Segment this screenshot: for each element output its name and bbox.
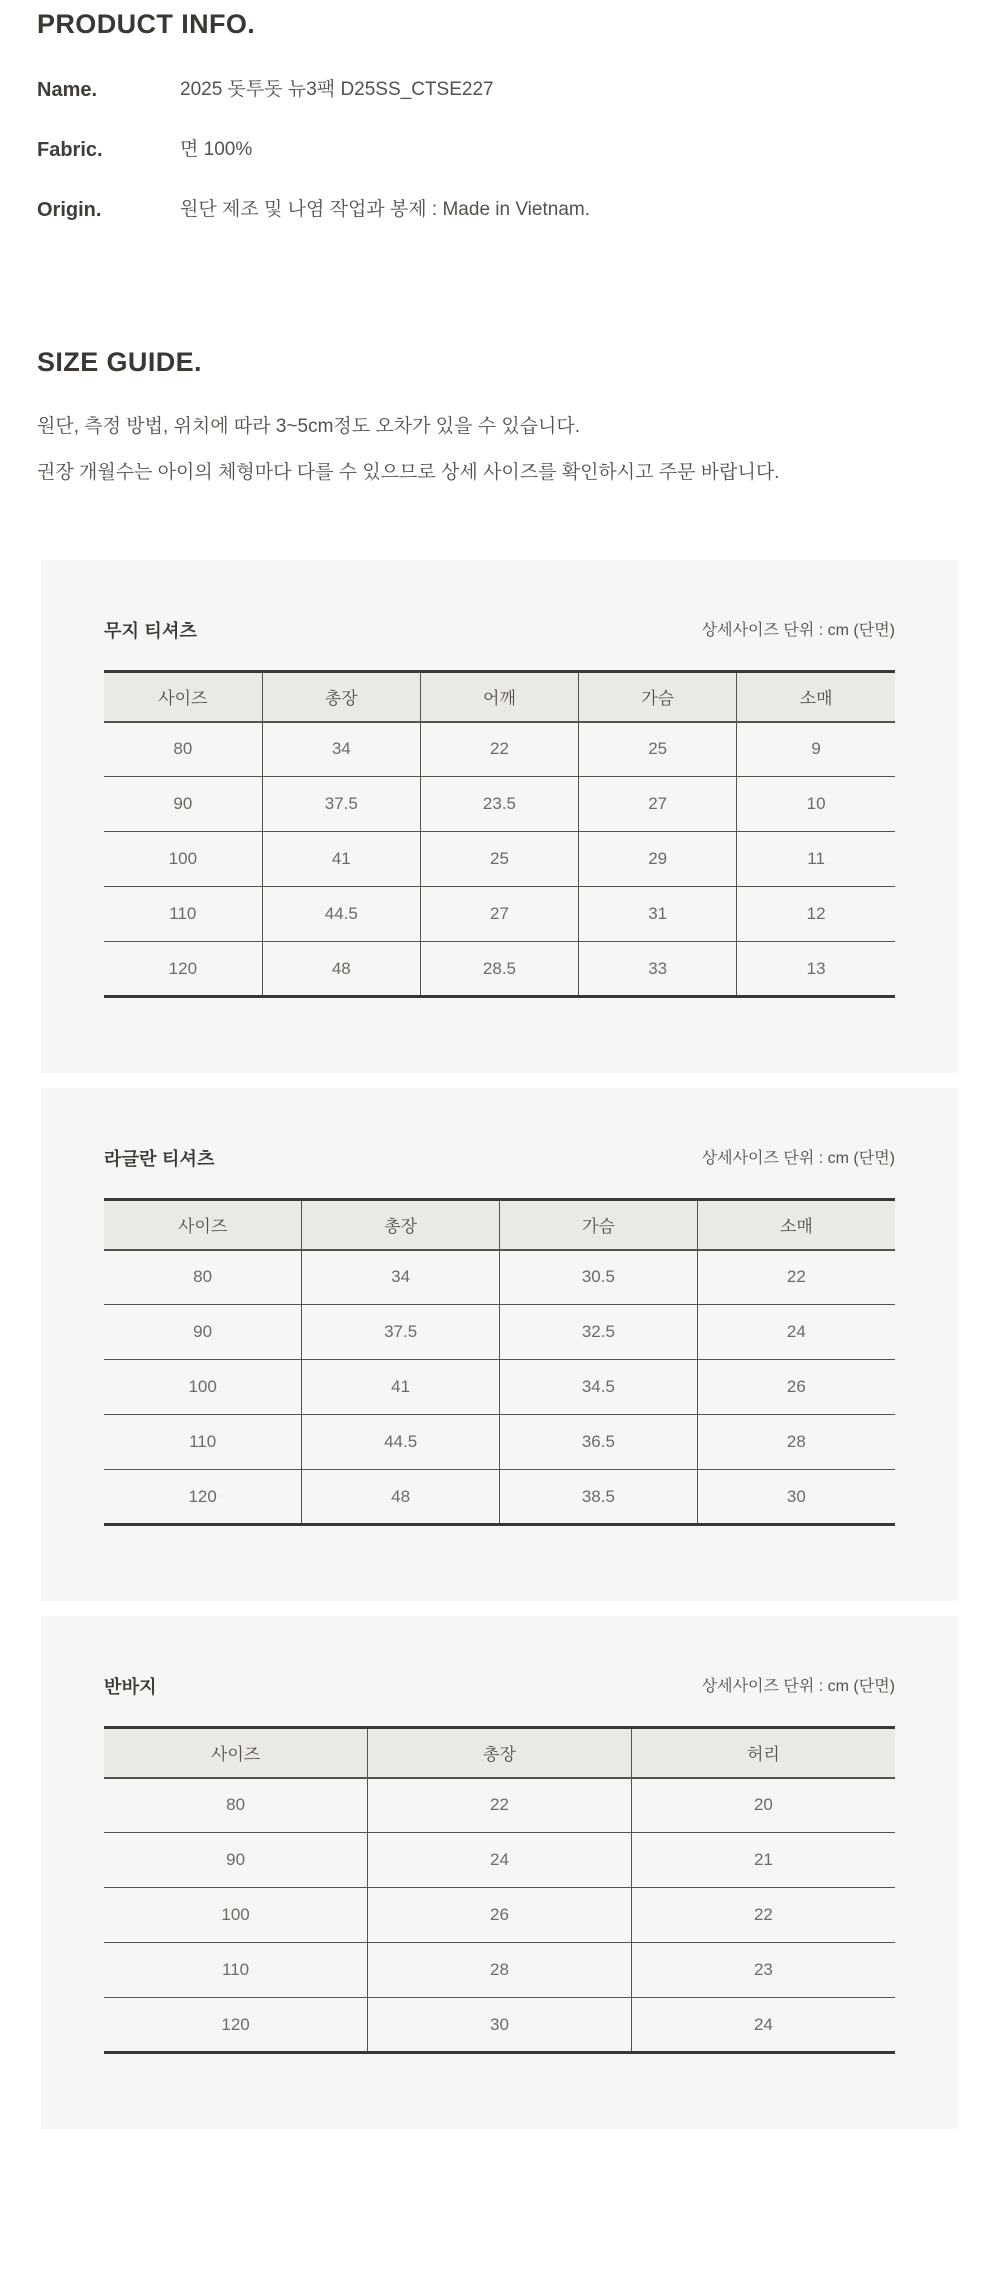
size-card-plain-tshirt bbox=[41, 560, 958, 1073]
card-header bbox=[104, 618, 895, 644]
card-header bbox=[104, 1674, 895, 1700]
info-label-fabric: Fabric. bbox=[37, 139, 103, 161]
info-row-origin bbox=[37, 198, 1000, 222]
size-table-plain-tshirt bbox=[104, 670, 895, 998]
size-cell: 48 bbox=[262, 942, 420, 997]
size-cell: 41 bbox=[302, 1360, 500, 1415]
table-row bbox=[104, 777, 895, 832]
size-cell: 48 bbox=[302, 1470, 500, 1525]
size-cell: 37.5 bbox=[262, 777, 420, 832]
column-header: 가슴 bbox=[579, 672, 737, 722]
table-row bbox=[104, 942, 895, 997]
table-row bbox=[104, 1250, 895, 1305]
size-cell: 120 bbox=[104, 1470, 302, 1525]
size-cell: 32.5 bbox=[500, 1305, 698, 1360]
size-cell: 12 bbox=[737, 887, 895, 942]
table-name-shorts: 반바지 bbox=[104, 1677, 157, 1697]
size-cell: 80 bbox=[104, 722, 262, 777]
size-cell: 24 bbox=[631, 1998, 895, 2053]
size-cell: 90 bbox=[104, 777, 262, 832]
size-cell: 100 bbox=[104, 1360, 302, 1415]
size-cell: 34 bbox=[262, 722, 420, 777]
size-card-raglan-tshirt bbox=[41, 1088, 958, 1601]
size-cell: 27 bbox=[420, 887, 578, 942]
size-cell: 90 bbox=[104, 1305, 302, 1360]
size-cell: 110 bbox=[104, 1943, 368, 1998]
size-cell: 34 bbox=[302, 1250, 500, 1305]
size-cell: 100 bbox=[104, 832, 262, 887]
header-row bbox=[104, 672, 895, 722]
column-header: 사이즈 bbox=[104, 1200, 302, 1250]
column-header: 가슴 bbox=[500, 1200, 698, 1250]
product-info-title: PRODUCT INFO. bbox=[37, 9, 256, 39]
size-guide-notes bbox=[37, 414, 1000, 486]
size-cell: 24 bbox=[697, 1305, 895, 1360]
table-row bbox=[104, 1888, 895, 1943]
size-cell: 25 bbox=[579, 722, 737, 777]
size-cell: 36.5 bbox=[500, 1415, 698, 1470]
table-row bbox=[104, 887, 895, 942]
size-cell: 9 bbox=[737, 722, 895, 777]
size-cell: 90 bbox=[104, 1833, 368, 1888]
size-cell: 80 bbox=[104, 1250, 302, 1305]
table-name-raglan-tshirt: 라글란 티셔츠 bbox=[104, 1149, 215, 1169]
size-cell: 10 bbox=[737, 777, 895, 832]
size-cell: 26 bbox=[368, 1888, 632, 1943]
table-row bbox=[104, 1778, 895, 1833]
product-info-list bbox=[37, 78, 1000, 222]
column-header: 총장 bbox=[368, 1728, 632, 1778]
size-cell: 28.5 bbox=[420, 942, 578, 997]
size-cell: 22 bbox=[368, 1778, 632, 1833]
table-name-plain-tshirt: 무지 티셔츠 bbox=[104, 621, 198, 641]
card-header bbox=[104, 1146, 895, 1172]
column-header: 허리 bbox=[631, 1728, 895, 1778]
column-header: 사이즈 bbox=[104, 1728, 368, 1778]
info-value-fabric: 면 100% bbox=[180, 139, 253, 160]
size-cell: 30 bbox=[368, 1998, 632, 2053]
size-cell: 110 bbox=[104, 1415, 302, 1470]
table-row bbox=[104, 1998, 895, 2053]
size-cell: 80 bbox=[104, 1778, 368, 1833]
size-cell: 100 bbox=[104, 1888, 368, 1943]
size-cell: 28 bbox=[697, 1415, 895, 1470]
size-cell: 22 bbox=[697, 1250, 895, 1305]
info-label-origin: Origin. bbox=[37, 199, 102, 221]
size-cell: 120 bbox=[104, 942, 262, 997]
table-row bbox=[104, 832, 895, 887]
size-cell: 33 bbox=[579, 942, 737, 997]
column-header: 사이즈 bbox=[104, 672, 262, 722]
size-cell: 30.5 bbox=[500, 1250, 698, 1305]
size-cell: 27 bbox=[579, 777, 737, 832]
unit-label: 상세사이즈 단위 : cm (단면) bbox=[701, 1150, 895, 1167]
size-card-shorts bbox=[41, 1616, 958, 2129]
size-cell: 28 bbox=[368, 1943, 632, 1998]
size-cell: 44.5 bbox=[302, 1415, 500, 1470]
size-table-sections bbox=[0, 560, 1000, 2129]
table-row bbox=[104, 1305, 895, 1360]
header-row bbox=[104, 1200, 895, 1250]
info-value-origin: 원단 제조 및 나염 작업과 봉제 : Made in Vietnam. bbox=[180, 199, 590, 220]
size-cell: 37.5 bbox=[302, 1305, 500, 1360]
column-header: 총장 bbox=[262, 672, 420, 722]
size-cell: 120 bbox=[104, 1998, 368, 2053]
size-cell: 110 bbox=[104, 887, 262, 942]
size-cell: 24 bbox=[368, 1833, 632, 1888]
column-header: 총장 bbox=[302, 1200, 500, 1250]
table-row bbox=[104, 1943, 895, 1998]
size-guide-title: SIZE GUIDE. bbox=[37, 347, 202, 377]
size-cell: 23.5 bbox=[420, 777, 578, 832]
info-row-name bbox=[37, 78, 1000, 102]
info-row-fabric bbox=[37, 138, 1000, 162]
size-cell: 20 bbox=[631, 1778, 895, 1833]
size-table-raglan-tshirt bbox=[104, 1198, 895, 1526]
size-table-shorts bbox=[104, 1726, 895, 2054]
table-row bbox=[104, 1833, 895, 1888]
size-cell: 25 bbox=[420, 832, 578, 887]
size-guide-note-recommendation: 권장 개월수는 아이의 체형마다 다를 수 있으므로 상세 사이즈를 확인하시고 주문 바랍니다. bbox=[37, 462, 780, 483]
header-row bbox=[104, 1728, 895, 1778]
size-cell: 21 bbox=[631, 1833, 895, 1888]
size-cell: 23 bbox=[631, 1943, 895, 1998]
column-header: 소매 bbox=[737, 672, 895, 722]
size-cell: 41 bbox=[262, 832, 420, 887]
unit-label: 상세사이즈 단위 : cm (단면) bbox=[701, 622, 895, 639]
size-cell: 29 bbox=[579, 832, 737, 887]
table-row bbox=[104, 722, 895, 777]
size-cell: 31 bbox=[579, 887, 737, 942]
size-cell: 22 bbox=[420, 722, 578, 777]
unit-label: 상세사이즈 단위 : cm (단면) bbox=[701, 1678, 895, 1695]
size-cell: 13 bbox=[737, 942, 895, 997]
size-cell: 26 bbox=[697, 1360, 895, 1415]
table-row bbox=[104, 1470, 895, 1525]
size-cell: 11 bbox=[737, 832, 895, 887]
info-label-name: Name. bbox=[37, 79, 98, 101]
table-row bbox=[104, 1360, 895, 1415]
column-header: 어깨 bbox=[420, 672, 578, 722]
column-header: 소매 bbox=[697, 1200, 895, 1250]
size-guide-note-tolerance: 원단, 측정 방법, 위치에 따라 3~5cm정도 오차가 있을 수 있습니다. bbox=[37, 416, 581, 437]
size-cell: 34.5 bbox=[500, 1360, 698, 1415]
size-cell: 30 bbox=[697, 1470, 895, 1525]
table-row bbox=[104, 1415, 895, 1470]
info-value-name: 2025 돗투돗 뉴3팩 D25SS_CTSE227 bbox=[180, 79, 494, 100]
size-cell: 44.5 bbox=[262, 887, 420, 942]
size-cell: 22 bbox=[631, 1888, 895, 1943]
size-cell: 38.5 bbox=[500, 1470, 698, 1525]
